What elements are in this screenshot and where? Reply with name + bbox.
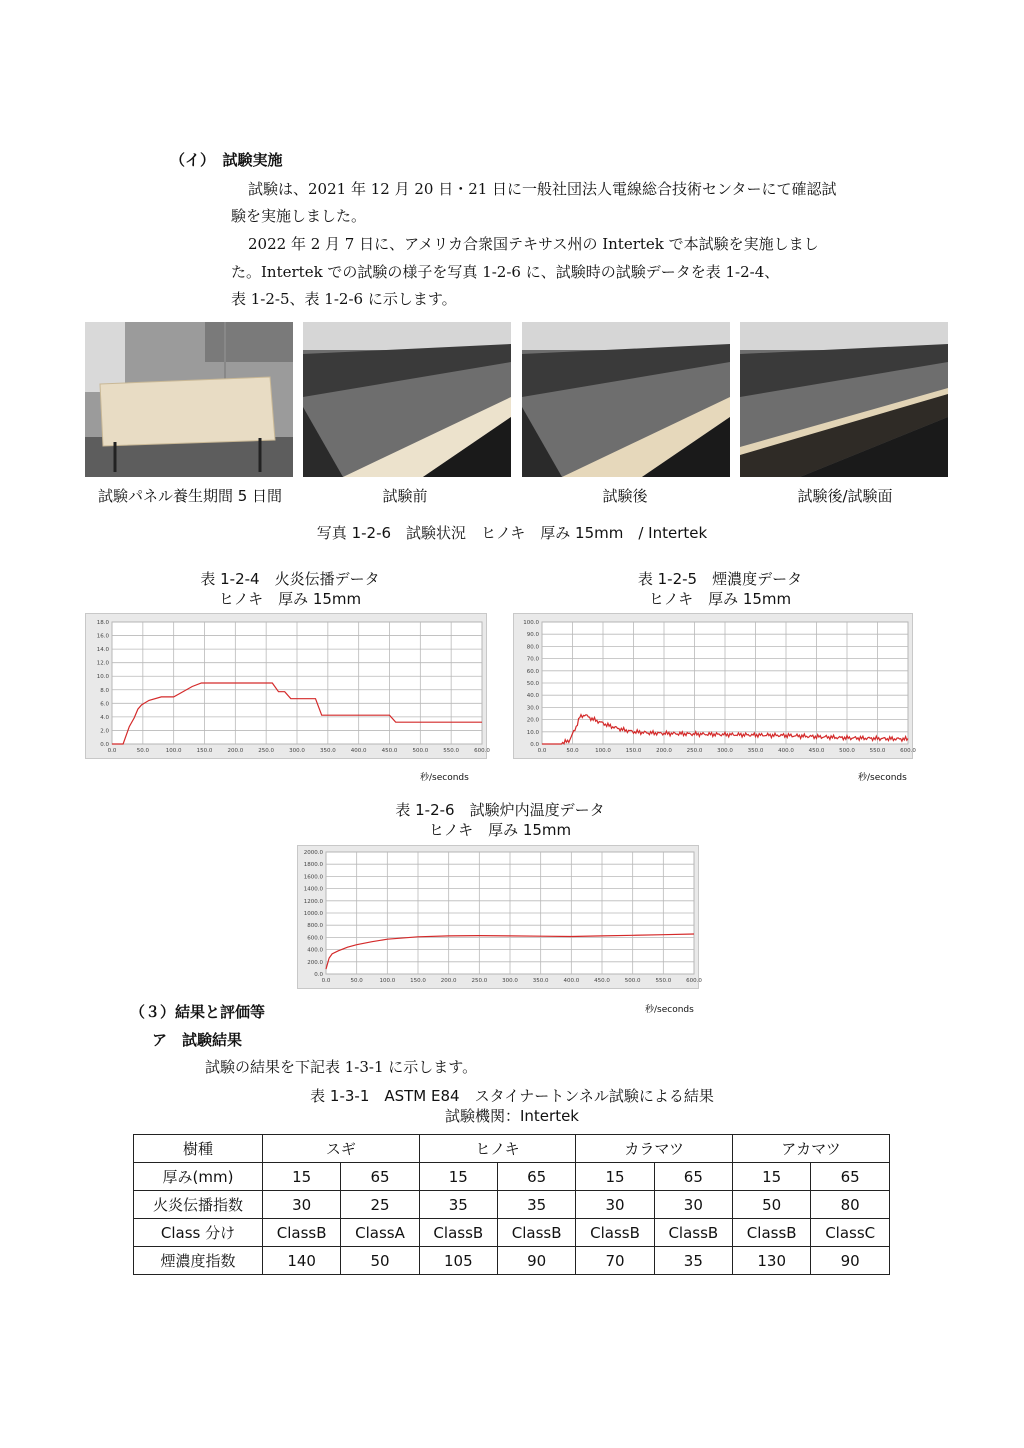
y-tick-label: 16.0 <box>96 633 109 640</box>
chart-3-xlabel: 秒/seconds <box>645 1005 694 1015</box>
table-cell: 50 <box>733 1191 811 1219</box>
x-tick-label: 250.0 <box>686 748 703 754</box>
y-tick-label: 600.0 <box>307 935 323 942</box>
photo-caption-4: 試験後/試験面 <box>797 487 893 505</box>
table-cell: 30 <box>263 1191 341 1219</box>
x-tick-label: 100.0 <box>595 748 611 754</box>
photo-caption-3: 試験後 <box>602 487 648 505</box>
paragraph-1-line-2: 験を実施しました。 <box>231 207 367 225</box>
y-tick-label: 1400.0 <box>303 886 323 893</box>
x-tick-label: 50.0 <box>566 748 579 754</box>
x-tick-label: 400.0 <box>778 748 794 754</box>
species-akamatsu: アカマツ <box>733 1135 890 1163</box>
x-tick-label: 50.0 <box>136 748 149 754</box>
table-cell: 90 <box>811 1247 890 1275</box>
x-tick-label: 400.0 <box>350 748 367 754</box>
table-row <box>134 1163 890 1191</box>
y-tick-label: 1600.0 <box>303 874 323 881</box>
x-tick-label: 0.0 <box>107 748 117 754</box>
x-tick-label: 200.0 <box>656 748 672 754</box>
flame-spread-chart <box>85 613 490 759</box>
x-tick-label: 200.0 <box>227 748 244 754</box>
chart-1-title: 表 1-2-4 火炎伝播データ <box>200 570 380 588</box>
y-tick-label: 8.0 <box>100 687 109 694</box>
x-tick-label: 250.0 <box>471 978 488 984</box>
y-tick-label: 40.0 <box>526 693 539 700</box>
y-tick-label: 20.0 <box>526 717 539 724</box>
x-tick-label: 450.0 <box>381 748 398 754</box>
furnace-temperature-chart <box>297 845 702 989</box>
x-tick-label: 450.0 <box>808 748 825 754</box>
x-tick-label: 100.0 <box>165 748 182 754</box>
table-cell: 15 <box>419 1163 497 1191</box>
x-tick-label: 300.0 <box>502 978 518 984</box>
table-cell: 25 <box>341 1191 419 1219</box>
section-heading-3: （３）結果と評価等 <box>130 1003 266 1021</box>
table-cell: 35 <box>654 1247 732 1275</box>
x-tick-label: 350.0 <box>532 978 549 984</box>
x-tick-label: 600.0 <box>900 748 916 754</box>
y-tick-label: 90.0 <box>526 632 539 639</box>
chart-2-xlabel: 秒/seconds <box>858 773 907 783</box>
table-cell: 35 <box>419 1191 497 1219</box>
species-sugi: スギ <box>263 1135 420 1163</box>
table-header-row <box>134 1135 890 1163</box>
y-tick-label: 14.0 <box>96 647 109 654</box>
table-row <box>134 1219 890 1247</box>
x-tick-label: 500.0 <box>412 748 429 754</box>
x-tick-label: 600.0 <box>686 978 702 984</box>
x-tick-label: 350.0 <box>747 748 764 754</box>
y-tick-label: 12.0 <box>96 660 109 667</box>
header-label: 樹種 <box>134 1135 263 1163</box>
table-cell: ClassA <box>341 1219 419 1247</box>
y-tick-label: 4.0 <box>100 714 109 721</box>
x-tick-label: 300.0 <box>717 748 733 754</box>
x-tick-label: 0.0 <box>321 978 331 984</box>
photo-after-test <box>522 322 730 477</box>
paragraph-2-line-1: 2022 年 2 月 7 日に、アメリカ合衆国テキサス州の Intertek で本試験を実施しまし <box>248 235 819 253</box>
row-label: 煙濃度指数 <box>134 1247 263 1275</box>
row-label: 火炎伝播指数 <box>134 1191 263 1219</box>
paragraph-2-line-3: 表 1-2-5、表 1-2-6 に示します。 <box>231 290 457 308</box>
x-tick-label: 500.0 <box>624 978 641 984</box>
chart-2-subtitle: ヒノキ 厚み 15mm <box>648 590 792 608</box>
x-tick-label: 0.0 <box>537 748 547 754</box>
smoke-density-chart <box>513 613 916 759</box>
table-cell: 65 <box>654 1163 732 1191</box>
x-tick-label: 150.0 <box>410 978 426 984</box>
table-cell: ClassB <box>654 1219 732 1247</box>
table-cell: ClassB <box>263 1219 341 1247</box>
species-karamatsu: カラマツ <box>576 1135 733 1163</box>
table-cell: 90 <box>497 1247 575 1275</box>
chart-3-subtitle: ヒノキ 厚み 15mm <box>428 821 572 839</box>
x-tick-label: 50.0 <box>350 978 363 984</box>
paragraph-1-line-1: 試験は、2021 年 12 月 20 日・21 日に一般社団法人電線総合技術センターにて確認試 <box>248 180 837 198</box>
section-heading-i: （イ） 試験実施 <box>170 151 283 169</box>
y-tick-label: 800.0 <box>307 923 323 930</box>
x-tick-label: 150.0 <box>625 748 642 754</box>
species-hinoki: ヒノキ <box>419 1135 576 1163</box>
x-tick-label: 350.0 <box>319 748 336 754</box>
y-tick-label: 400.0 <box>307 947 323 954</box>
table-cell: 105 <box>419 1247 497 1275</box>
y-tick-label: 18.0 <box>96 620 109 626</box>
row-label: Class 分け <box>134 1219 263 1247</box>
table-cell: 15 <box>263 1163 341 1191</box>
y-tick-label: 0.0 <box>100 742 109 748</box>
x-tick-label: 550.0 <box>655 978 672 984</box>
photo-panel-curing <box>85 322 293 477</box>
y-tick-label: 1800.0 <box>303 862 323 869</box>
table-cell: ClassB <box>419 1219 497 1247</box>
table-cell: 35 <box>497 1191 575 1219</box>
y-tick-label: 80.0 <box>526 644 539 651</box>
y-tick-label: 10.0 <box>96 674 109 681</box>
table-cell: ClassC <box>811 1219 890 1247</box>
table-cell: 65 <box>811 1163 890 1191</box>
table-cell: 130 <box>733 1247 811 1275</box>
table-cell: ClassB <box>733 1219 811 1247</box>
photo-title: 写真 1-2-6 試験状況 ヒノキ 厚み 15mm / Intertek <box>316 524 708 542</box>
y-tick-label: 2.0 <box>100 728 109 735</box>
results-table <box>133 1134 890 1275</box>
x-tick-label: 450.0 <box>594 978 610 984</box>
y-tick-label: 1000.0 <box>303 911 323 917</box>
results-table-subtitle: 試験機関：Intertek <box>444 1107 579 1125</box>
y-tick-label: 10.0 <box>526 729 539 736</box>
table-cell: 30 <box>654 1191 732 1219</box>
results-intro: 試験の結果を下記表 1-3-1 に示します。 <box>205 1058 478 1076</box>
y-tick-label: 70.0 <box>526 656 539 663</box>
x-tick-label: 100.0 <box>379 978 396 984</box>
photo-before-test <box>303 322 511 477</box>
y-tick-label: 60.0 <box>526 668 539 675</box>
x-tick-label: 500.0 <box>839 748 855 754</box>
table-cell: 65 <box>497 1163 575 1191</box>
sub-heading-results: ア 試験結果 <box>152 1031 243 1049</box>
x-tick-label: 300.0 <box>289 748 305 754</box>
y-tick-label: 30.0 <box>526 705 539 712</box>
photo-caption-1: 試験パネル養生期間 5 日間 <box>97 487 283 505</box>
results-table-title: 表 1-3-1 ASTM E84 スタイナートンネル試験による結果 <box>310 1087 714 1105</box>
chart-1-xlabel: 秒/seconds <box>420 773 469 783</box>
y-tick-label: 0.0 <box>314 972 323 978</box>
y-tick-label: 200.0 <box>307 959 323 966</box>
table-cell: 15 <box>576 1163 654 1191</box>
table-row <box>134 1247 890 1275</box>
x-tick-label: 600.0 <box>474 748 490 754</box>
paragraph-2-line-2: た。Intertek での試験の様子を写真 1-2-6 に、試験時の試験データを表 1-2-4、 <box>231 263 780 281</box>
x-tick-label: 200.0 <box>440 978 457 984</box>
x-tick-label: 250.0 <box>258 748 275 754</box>
x-tick-label: 550.0 <box>869 748 886 754</box>
chart-1-subtitle: ヒノキ 厚み 15mm <box>218 590 362 608</box>
x-tick-label: 150.0 <box>196 748 213 754</box>
y-tick-label: 2000.0 <box>303 850 323 856</box>
y-tick-label: 0.0 <box>530 742 539 748</box>
y-tick-label: 100.0 <box>523 620 539 626</box>
photo-caption-2: 試験前 <box>382 487 428 505</box>
row-label: 厚み(mm) <box>134 1163 263 1191</box>
table-cell: 50 <box>341 1247 419 1275</box>
table-cell: 15 <box>733 1163 811 1191</box>
chart-2-title: 表 1-2-5 煙濃度データ <box>637 570 803 588</box>
table-cell: 30 <box>576 1191 654 1219</box>
y-tick-label: 50.0 <box>526 681 539 687</box>
chart-3-title: 表 1-2-6 試験炉内温度データ <box>395 801 605 819</box>
table-cell: ClassB <box>497 1219 575 1247</box>
table-cell: 80 <box>811 1191 890 1219</box>
y-tick-label: 1200.0 <box>303 898 323 905</box>
y-tick-label: 6.0 <box>100 701 109 708</box>
table-cell: 140 <box>263 1247 341 1275</box>
table-cell: 70 <box>576 1247 654 1275</box>
photo-after-test-surface <box>740 322 948 477</box>
table-row <box>134 1191 890 1219</box>
x-tick-label: 550.0 <box>443 748 460 754</box>
table-cell: 65 <box>341 1163 419 1191</box>
table-cell: ClassB <box>576 1219 654 1247</box>
x-tick-label: 400.0 <box>563 978 580 984</box>
